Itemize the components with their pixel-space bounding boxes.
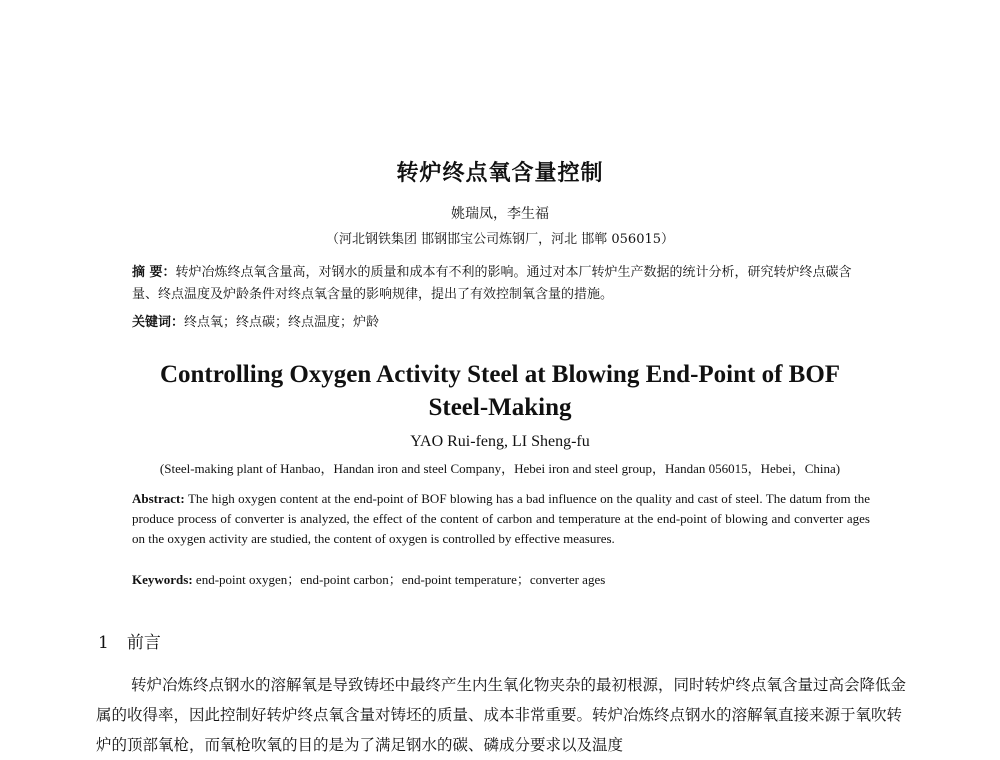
english-abstract-label: Abstract:	[132, 491, 185, 506]
english-abstract-text: The high oxygen content at the end-point of BOF blowing has a bad influence on the quality and cast of steel. The datum from the produce process of converter is analyzed, the effect of the content of carbon and temperature at the end-point of blowing and converter ages on the oxygen activity are studied, the content of oxygen is controlled by effective measures.	[132, 491, 870, 546]
section-number: 1	[98, 633, 109, 653]
section-title: 前言	[126, 633, 161, 653]
chinese-keywords	[132, 312, 872, 334]
english-keywords-text: end-point oxygen；end-point carbon；end-point temperature；converter ages	[195, 572, 606, 587]
english-authors: YAO Rui-feng, LI Sheng-fu	[410, 433, 590, 450]
chinese-abstract-label: 摘 要：	[132, 265, 176, 280]
chinese-title: 转炉终点氧含量控制	[396, 160, 604, 186]
english-affiliation: (Steel-making plant of Hanbao，Handan iron and steel Company，Hebei iron and steel group，Handan 056015，Hebei，China)	[159, 461, 841, 476]
chinese-authors: 姚瑞凤，李生福	[451, 206, 549, 222]
english-keywords-label: Keywords:	[132, 572, 193, 587]
chinese-keywords-label: 关键词：	[132, 315, 185, 330]
english-abstract	[132, 489, 870, 549]
section-body-text: 转炉冶炼终点钢水的溶解氧是导致铸坯中最终产生内生氧化物夹杂的最初根源，同时转炉终点氧含量过高会降低金属的收得率，因此控制好转炉终点氧含量对铸坯的质量、成本非常重要。转炉冶炼终点钢水的溶解氧直接来源于氧吹转炉的顶部氧枪，而氧枪吹氧的目的是为了满足钢水的碳、磷成分要求以及温度	[96, 676, 907, 754]
english-title-line-1: Controlling Oxygen Activity Steel at Blowing End-Point of BOF	[159, 361, 841, 388]
chinese-keywords-text: 终点氧；终点碳；终点温度；炉龄	[184, 315, 380, 330]
chinese-abstract-text: 转炉冶炼终点氧含量高，对钢水的质量和成本有不利的影响。通过对本厂转炉生产数据的统计分析，研究转炉终点碳含量、终点温度及炉龄条件对终点氧含量的影响规律，提出了有效控制氧含量的措施。	[132, 265, 852, 302]
chinese-abstract	[132, 262, 872, 306]
section-heading	[98, 628, 161, 653]
english-title	[0, 358, 1000, 424]
english-title-line-2: Steel-Making	[428, 394, 572, 421]
english-keywords	[132, 570, 870, 590]
chinese-affiliation: （河北钢铁集团 邯钢邯宝公司炼钢厂，河北 邯郸 056015）	[325, 232, 675, 247]
